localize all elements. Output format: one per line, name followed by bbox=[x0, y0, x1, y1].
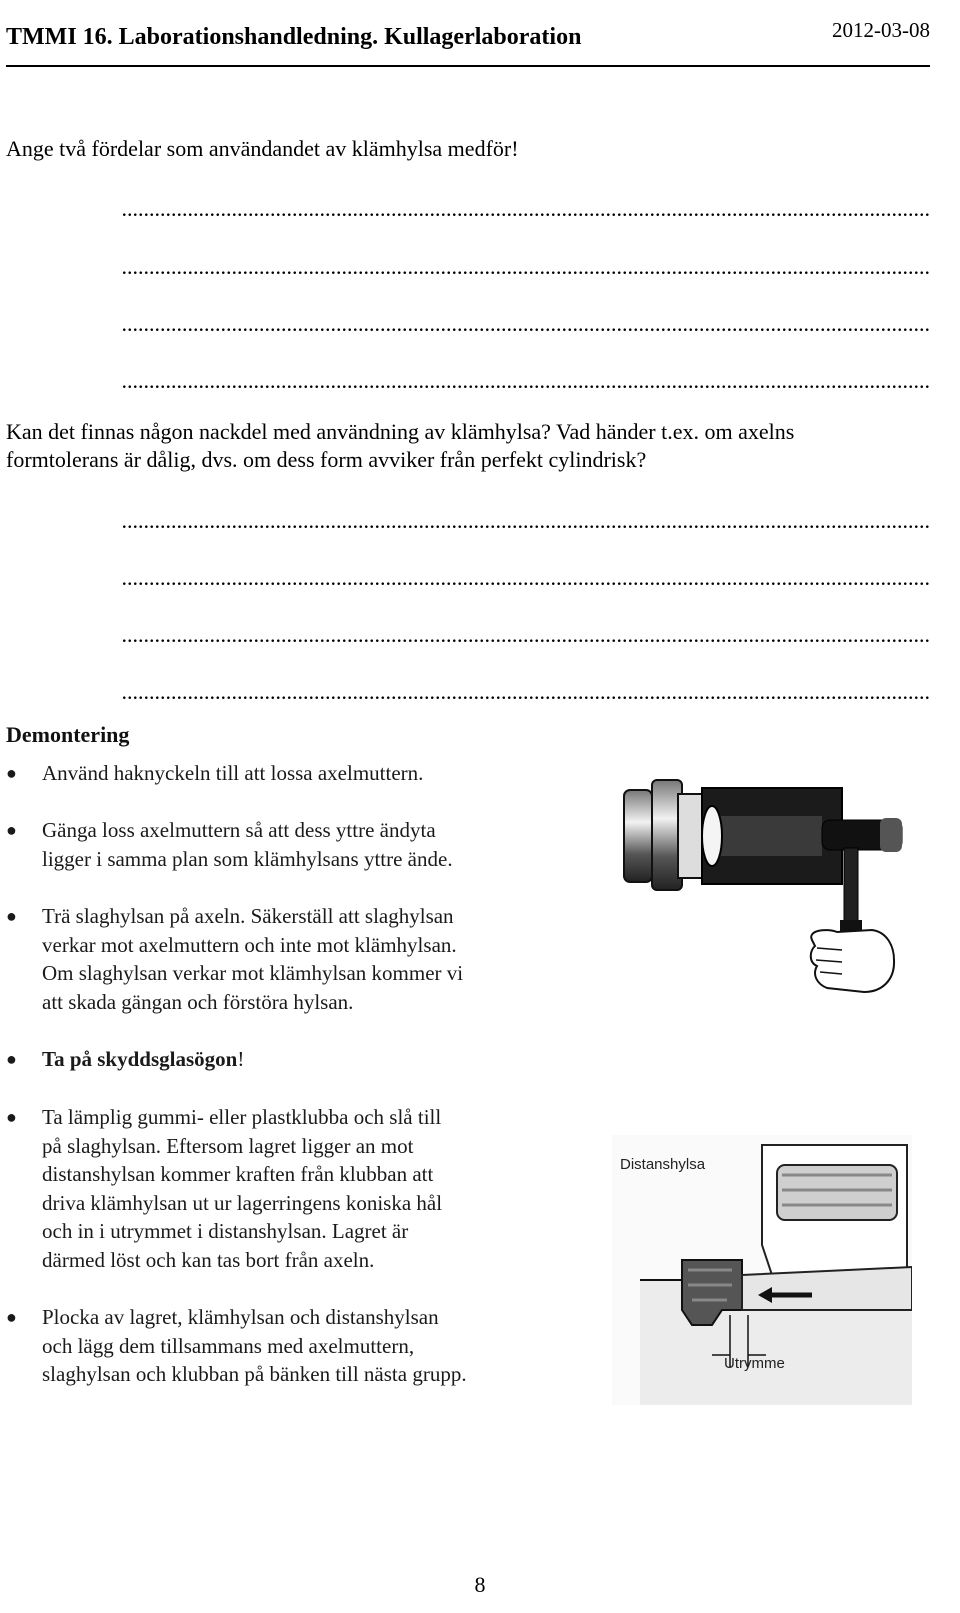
bullet-line: och in i utrymmet i distanshylsan. Lagret är bbox=[42, 1219, 409, 1243]
bullet-line: därmed löst och kan tas bort från axeln. bbox=[42, 1247, 375, 1272]
bullet-line: och lägg dem tillsammans med axelmuttern, bbox=[42, 1333, 415, 1358]
answer-line: ................................................................................................................................................... bbox=[121, 567, 930, 589]
bullet-icon: ● bbox=[6, 906, 17, 926]
section-heading: Demontering bbox=[6, 722, 130, 747]
question-2-line-2: formtolerans är dålig, dvs. om dess form avviker från perfekt cylindrisk? bbox=[6, 447, 647, 472]
bullet-line: Ta lämplig gummi- eller plastklubba och slå till bbox=[42, 1105, 442, 1129]
bullet-line: Trä slaghylsan på axeln. Säkerställ att slaghylsan bbox=[42, 904, 454, 928]
question-2-line-1: Kan det finnas någon nackdel med användning av klämhylsa? Vad händer t.ex. om axelns bbox=[6, 419, 795, 444]
bullet-line: distanshylsan kommer kraften från klubban att bbox=[42, 1162, 434, 1186]
hammer-sleeve-figure bbox=[612, 770, 912, 1010]
header-divider bbox=[6, 65, 930, 67]
bullet-line: Använd haknyckeln till att lossa axelmuttern. bbox=[42, 761, 424, 785]
bullet-line: Plocka av lagret, klämhylsan och distanshylsan bbox=[42, 1305, 439, 1329]
answer-line: ................................................................................................................................................... bbox=[121, 370, 930, 392]
bullet-line: Om slaghylsan verkar mot klämhylsan kommer vi bbox=[42, 961, 464, 985]
bullet-line: ligger i samma plan som klämhylsans yttre ände. bbox=[42, 846, 453, 871]
document-title: TMMI 16. Laborationshandledning. Kullagerlaboration bbox=[6, 24, 582, 50]
bullet-icon: ● bbox=[6, 1049, 17, 1069]
bullet-line: driva klämhylsan ut ur lagerringens koniska hål bbox=[42, 1190, 443, 1215]
bullet-bold-text: Ta på skyddsglasögon bbox=[42, 1047, 238, 1071]
answer-line: ................................................................................................................................................... bbox=[121, 313, 930, 335]
bullet-line: att skada gängan och förstöra hylsan. bbox=[42, 989, 354, 1014]
page-number: 8 bbox=[474, 1572, 486, 1597]
page-header bbox=[6, 18, 930, 66]
label-utrymme: Utrymme bbox=[724, 1355, 785, 1372]
answer-line: ................................................................................................................................................... bbox=[121, 681, 930, 703]
bullet-icon: ● bbox=[6, 1107, 17, 1127]
distance-sleeve-figure bbox=[612, 1135, 912, 1405]
answer-line: ................................................................................................................................................... bbox=[121, 510, 930, 532]
bullet-line: slaghylsan och klubban på bänken till nästa grupp. bbox=[42, 1362, 467, 1386]
bullet-icon: ● bbox=[6, 763, 17, 783]
bullet-icon: ● bbox=[6, 820, 17, 840]
question-1: Ange två fördelar som användandet av klämhylsa medför! bbox=[6, 136, 519, 161]
answer-line: ................................................................................................................................................... bbox=[121, 256, 930, 278]
bullet-trail: ! bbox=[237, 1047, 245, 1071]
bullet-line: Gänga loss axelmuttern så att dess yttre ändyta bbox=[42, 818, 436, 842]
bullet-icon: ● bbox=[6, 1307, 17, 1327]
answer-line: ................................................................................................................................................... bbox=[121, 198, 930, 220]
label-distanshylsa: Distanshylsa bbox=[620, 1156, 706, 1173]
document-date: 2012-03-08 bbox=[832, 18, 930, 42]
bullet-line: verkar mot axelmuttern och inte mot klämhylsan. bbox=[42, 932, 457, 957]
answer-line: ................................................................................................................................................... bbox=[121, 624, 930, 646]
bullet-line: på slaghylsan. Eftersom lagret ligger an mot bbox=[42, 1133, 414, 1158]
